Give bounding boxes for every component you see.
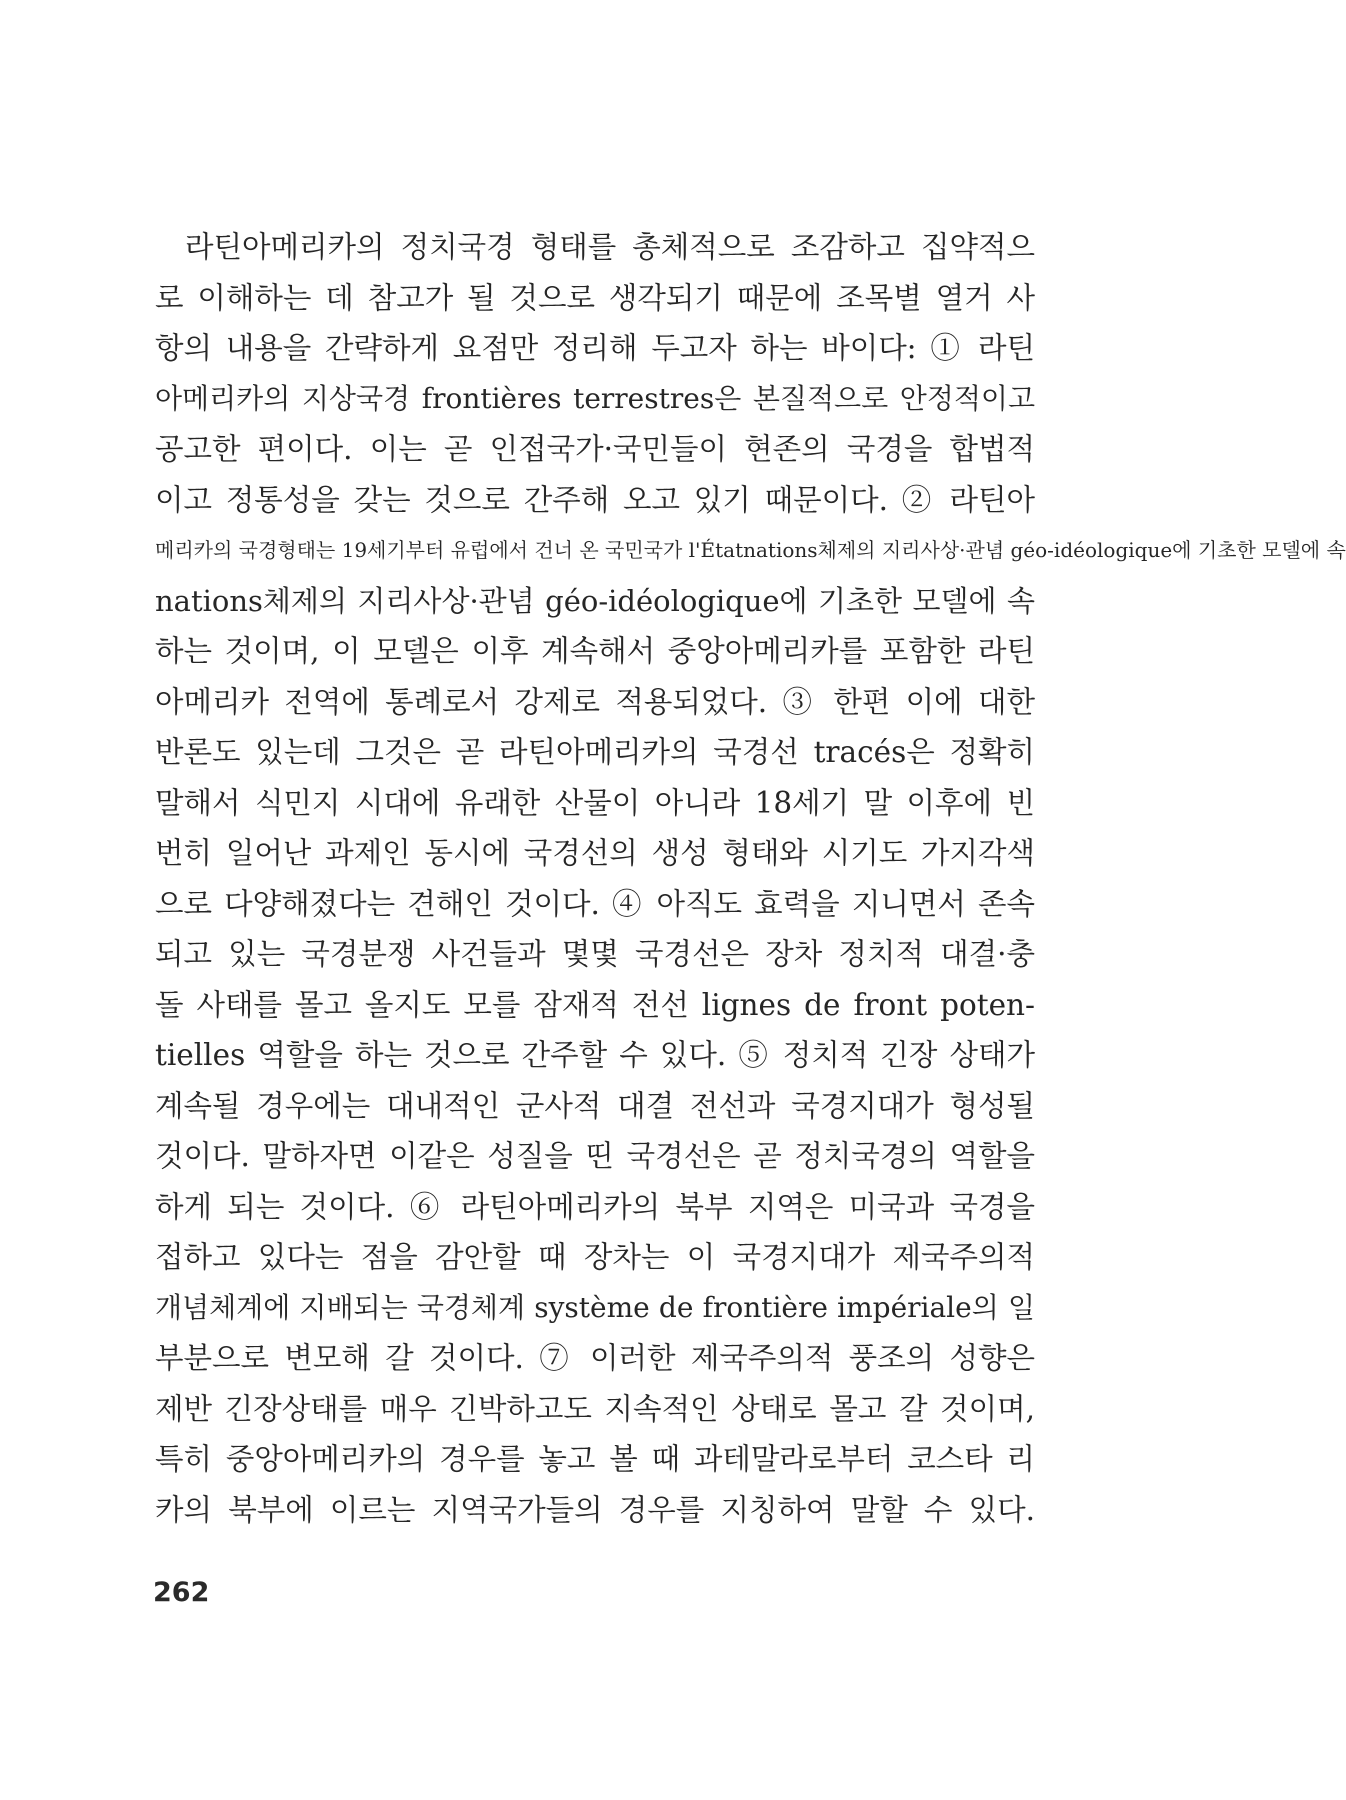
text-line: 아메리카의 지상국경 frontières terrestres은 본질적으로 안정적이고: [155, 381, 1035, 415]
text-line: 접하고 있다는 점을 감안할 때 장차는 이 국경지대가 제국주의적: [155, 1240, 1035, 1274]
text-line: 카의 북부에 이르는 지역국가들의 경우를 지칭하여 말할 수 있다.: [155, 1492, 1035, 1527]
text-line: 메리카의 국경형태는 19세기부터 유럽에서 건너 온 국민국가 l'Étatnations체제의 지리사상·관념 géo-idéologique에 기초한 모델에 속: [155, 538, 1346, 562]
text-line: 제반 긴장상태를 매우 긴박하고도 지속적인 상태로 몰고 갈 것이며,: [155, 1391, 1035, 1426]
text-line: nations체제의 지리사상·관념 géo-idéologique에 기초한 모델에 속: [155, 583, 1035, 618]
text-line: 번히 일어난 과제인 동시에 국경선의 생성 형태와 시기도 가지각색: [155, 836, 1035, 870]
text-line: 으로 다양해졌다는 견해인 것이다. ④ 아직도 효력을 지니면서 존속: [155, 886, 1035, 921]
text-line: 것이다. 말하자면 이같은 성질을 띤 국경선은 곧 정치국경의 역할을: [155, 1139, 1035, 1173]
text-line: 하는 것이며, 이 모델은 이후 계속해서 중앙아메리카를 포함한 라틴: [155, 634, 1035, 668]
text-line: 특히 중앙아메리카의 경우를 놓고 볼 때 과테말라로부터 코스타 리: [155, 1442, 1035, 1476]
text-line: 공고한 편이다. 이는 곧 인접국가·국민들이 현존의 국경을 합법적: [155, 432, 1035, 466]
text-line: 돌 사태를 몰고 올지도 모를 잠재적 전선 lignes de front poten-: [155, 987, 1035, 1022]
text-line: 계속될 경우에는 대내적인 군사적 대결 전선과 국경지대가 형성될: [155, 1088, 1035, 1123]
page-number: 262: [153, 1577, 210, 1608]
text-line: 라틴아메리카의 정치국경 형태를 총체적으로 조감하고 집약적으: [185, 230, 1035, 264]
text-line: 부분으로 변모해 갈 것이다. ⑦ 이러한 제국주의적 풍조의 성향은: [155, 1341, 1035, 1375]
text-line: tielles 역할을 하는 것으로 간주할 수 있다. ⑤ 정치적 긴장 상태가: [155, 1038, 1035, 1072]
text-line: 개념체계에 지배되는 국경체계 système de frontière impériale의 일: [155, 1290, 1035, 1324]
text-line: 반론도 있는데 그것은 곧 라틴아메리카의 국경선 tracés은 정확히: [155, 735, 1035, 769]
text-line: 아메리카 전역에 통례로서 강제로 적용되었다. ③ 한편 이에 대한: [155, 684, 1035, 719]
text-line: 말해서 식민지 시대에 유래한 산물이 아니라 18세기 말 이후에 빈: [155, 785, 1035, 820]
text-line: 항의 내용을 간략하게 요점만 정리해 두고자 하는 바이다: ① 라틴: [155, 331, 1035, 365]
text-line: 로 이해하는 데 참고가 될 것으로 생각되기 때문에 조목별 열거 사: [155, 280, 1035, 315]
text-line: 되고 있는 국경분쟁 사건들과 몇몇 국경선은 장차 정치적 대결·충: [155, 937, 1035, 971]
text-line: 이고 정통성을 갖는 것으로 간주해 오고 있기 때문이다. ② 라틴아: [155, 482, 1035, 517]
body-paragraph: [155, 222, 1346, 1535]
text-line: 하게 되는 것이다. ⑥ 라틴아메리카의 북부 지역은 미국과 국경을: [155, 1189, 1035, 1224]
